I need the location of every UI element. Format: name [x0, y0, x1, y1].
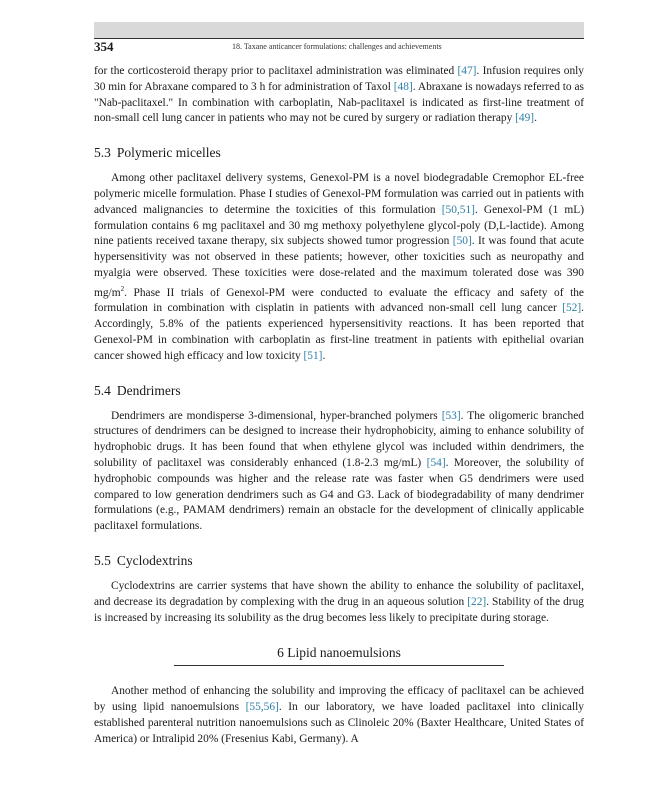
citation-link[interactable]: [52]: [562, 302, 582, 315]
citation-link[interactable]: [50,51]: [441, 203, 475, 216]
page-number: 354: [94, 39, 114, 54]
section-5-3-paragraph: Among other paclitaxel delivery systems, Genexol-PM is a novel biodegradable Cremophor EL-free polymeric micelle formulation. Phase I studies of Genexol-PM formulation was carried out in patients with advanced malignancies to determine the toxicities of this formulation [50,51]. Genexol-PM (1 mL) formulation contains 6 mg paclitaxel and 30 mg methoxy polyethylene glycol-poly (D,L-lactide). Among nine patients received taxane therapy, six subjects showed tumor progression [50]. It was found that acute hypersensitivity was not observed in these patients; however, other toxicities such as neuropathy and myalgia were observed. These toxicities were dose-related and the maximum tolerated dose was 390 $mg/m^2$. Phase II trials of Genexol-PM were conducted to evaluate the efficacy and safety of the formulation in combination with cisplatin in patients with advanced non-small cell lung cancer [52]. Accordingly, 5.8% of the patients experienced hypersensitivity reactions. It has been reported that Genexol-PM in combination with carboplatin as first-line treatment in patients with epithelial ovarian cancer showed high efficacy and low toxicity [51].: [94, 172, 584, 362]
section-6-title: 6 Lipid nanoemulsions: [277, 645, 401, 661]
citation-link[interactable]: [55,56]: [245, 700, 279, 713]
section-heading-6: [94, 645, 584, 665]
header-band: [94, 22, 584, 38]
section-6-rule: [174, 665, 504, 666]
citation-link[interactable]: [47]: [457, 65, 477, 77]
citation-link[interactable]: [53]: [441, 409, 461, 422]
section-5-5-paragraph: Cyclodextrins are carrier systems that have shown the ability to enhance the solubility of paclitaxel, and decrease its degradation by complexing with the drug in an aqueous solution [22]. Stability of the drug is increased by increasing its solubility as the drug becomes less likely to precipitate during storage.: [94, 579, 584, 624]
section-heading-5-4: 5.4 Dendrimers: [94, 382, 181, 398]
section-5-4-paragraph: Dendrimers are mondisperse 3-dimensional, hyper-branched polymers [53]. The oligomeric branched structures of dendrimers can be designed to increase their hydrophobicity, aiming to enhance solubility of hydrophobic drugs. It has been found that when ethylene glycol was included within dendrimers, the solubility of paclitaxel was considerably enhanced (1.8-2.3 mg/mL) [54]. Moreover, the solubility of hydrophobic compounds was higher and the release rate was faster when G5 dendrimers were used compared to low generation dendrimers such as G4 and G3. Lack of biodegradability of many dendrimer formulations (e.g., PAMAM dendrimers) remain an obstacle for the development of clinically applicable paclitaxel formulations.: [94, 409, 584, 533]
citation-link[interactable]: [22]: [467, 595, 487, 608]
section-heading-5-5: 5.5 Cyclodextrins: [94, 552, 193, 568]
citation-link[interactable]: [51]: [303, 349, 323, 362]
citation-link[interactable]: [50]: [452, 235, 472, 248]
citation-link[interactable]: [49]: [515, 112, 535, 125]
page-content: [94, 64, 584, 747]
citation-link[interactable]: [54]: [426, 456, 446, 469]
header-rule: [94, 38, 584, 39]
intro-paragraph: for the corticosteroid therapy prior to paclitaxel administration was eliminated [47]. Infusion requires only 30 min for Abraxane compared to 3 h for administration of Taxol [48]. Abraxane is nowadays referred to as "Nab-paclitaxel." In combination with carboplatin, Nab-paclitaxel is indicated as first-line treatment of non-small cell lung cancer in patients who may not be cured by surgery or radiation therapy [49].: [94, 65, 585, 125]
section-6-paragraph: Another method of enhancing the solubility and improving the efficacy of paclitaxel can be achieved by using lipid nanoemulsions [55,56]. In our laboratory, we have loaded paclitaxel into clinically established parenteral nutrition nanoemulsions such as Clinoleic 20% (Baxter Healthcare, United States of America) or Intralipid 20% (Fresenius Kabi, Germany). A: [94, 685, 584, 745]
running-head: 18. Taxane anticancer formulations: challenges and achievements: [232, 42, 442, 51]
citation-link[interactable]: [48]: [393, 80, 413, 93]
section-heading-5-3: 5.3 Polymeric micelles: [94, 145, 221, 161]
